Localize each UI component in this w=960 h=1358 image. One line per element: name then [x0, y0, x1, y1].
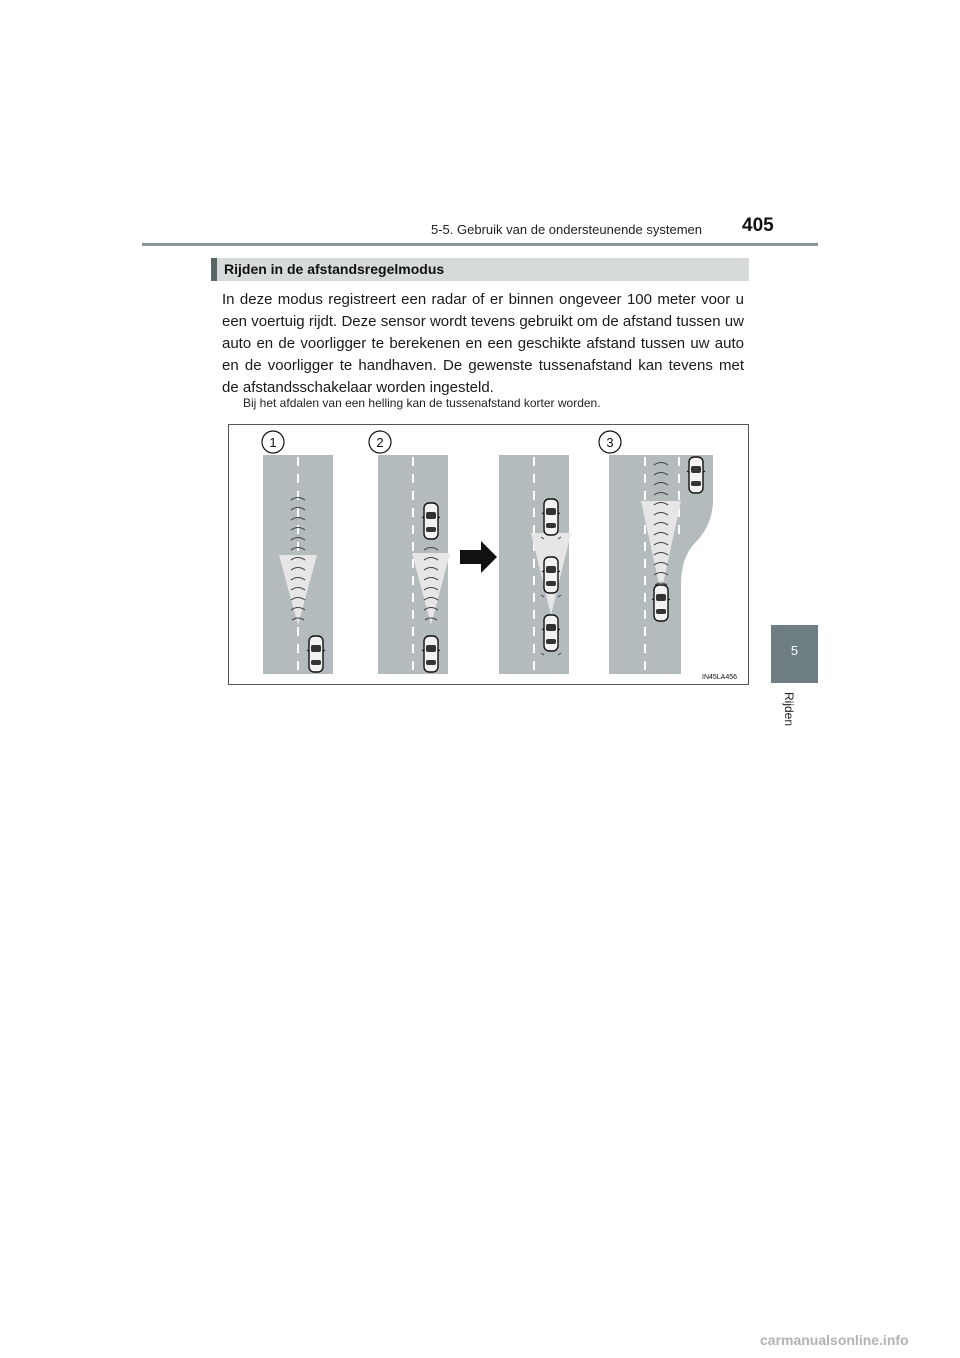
- chapter-tab-number: 5: [790, 643, 799, 658]
- own-car-4: [652, 585, 670, 621]
- note-text: Bij het afdalen van een helling kan de tussenafstand korter worden.: [243, 396, 601, 410]
- transition-arrow: [460, 541, 497, 573]
- merging-car-4: [687, 457, 705, 493]
- figure-label-2: 2: [376, 435, 384, 450]
- middle-car-3: [542, 557, 560, 593]
- chapter-tab-label: Rijden: [782, 692, 796, 727]
- lead-car-3: [542, 499, 560, 535]
- lead-car-2: [422, 503, 440, 539]
- header-section-title: 5-5. Gebruik van de ondersteunende systemen: [431, 222, 703, 237]
- section-heading-accent: [211, 258, 217, 281]
- figure-label-1: 1: [269, 435, 277, 450]
- section-heading: Rijden in de afstandsregelmodus: [224, 261, 445, 277]
- own-car-1: [307, 636, 325, 672]
- figure-code: IN45LA456: [702, 674, 738, 681]
- figure-label-3: 3: [606, 435, 614, 450]
- section-heading-bar: [211, 258, 749, 281]
- chapter-tab[interactable]: [771, 625, 818, 683]
- own-car-3: [542, 615, 560, 651]
- watermark: carmanualsonline.info: [760, 1332, 909, 1348]
- body-paragraph: In deze modus registreert een radar of er binnen ongeveer 100 meter voor u een voertuig rijdt. Deze sensor wordt tevens gebruikt om de afstand tussen uw auto en de voorligger te berekenen en een geschikte afstand tussen uw auto en de voorligger te handhaven. De gewenste tussenafstand kan tevens met de afstandsschakelaar worden ingesteld.: [222, 291, 744, 396]
- figure-drawing: [229, 425, 748, 684]
- radar-distance-figure: [228, 424, 749, 685]
- own-car-2: [422, 636, 440, 672]
- header-rule: [142, 243, 818, 246]
- page-number: 405: [742, 215, 774, 236]
